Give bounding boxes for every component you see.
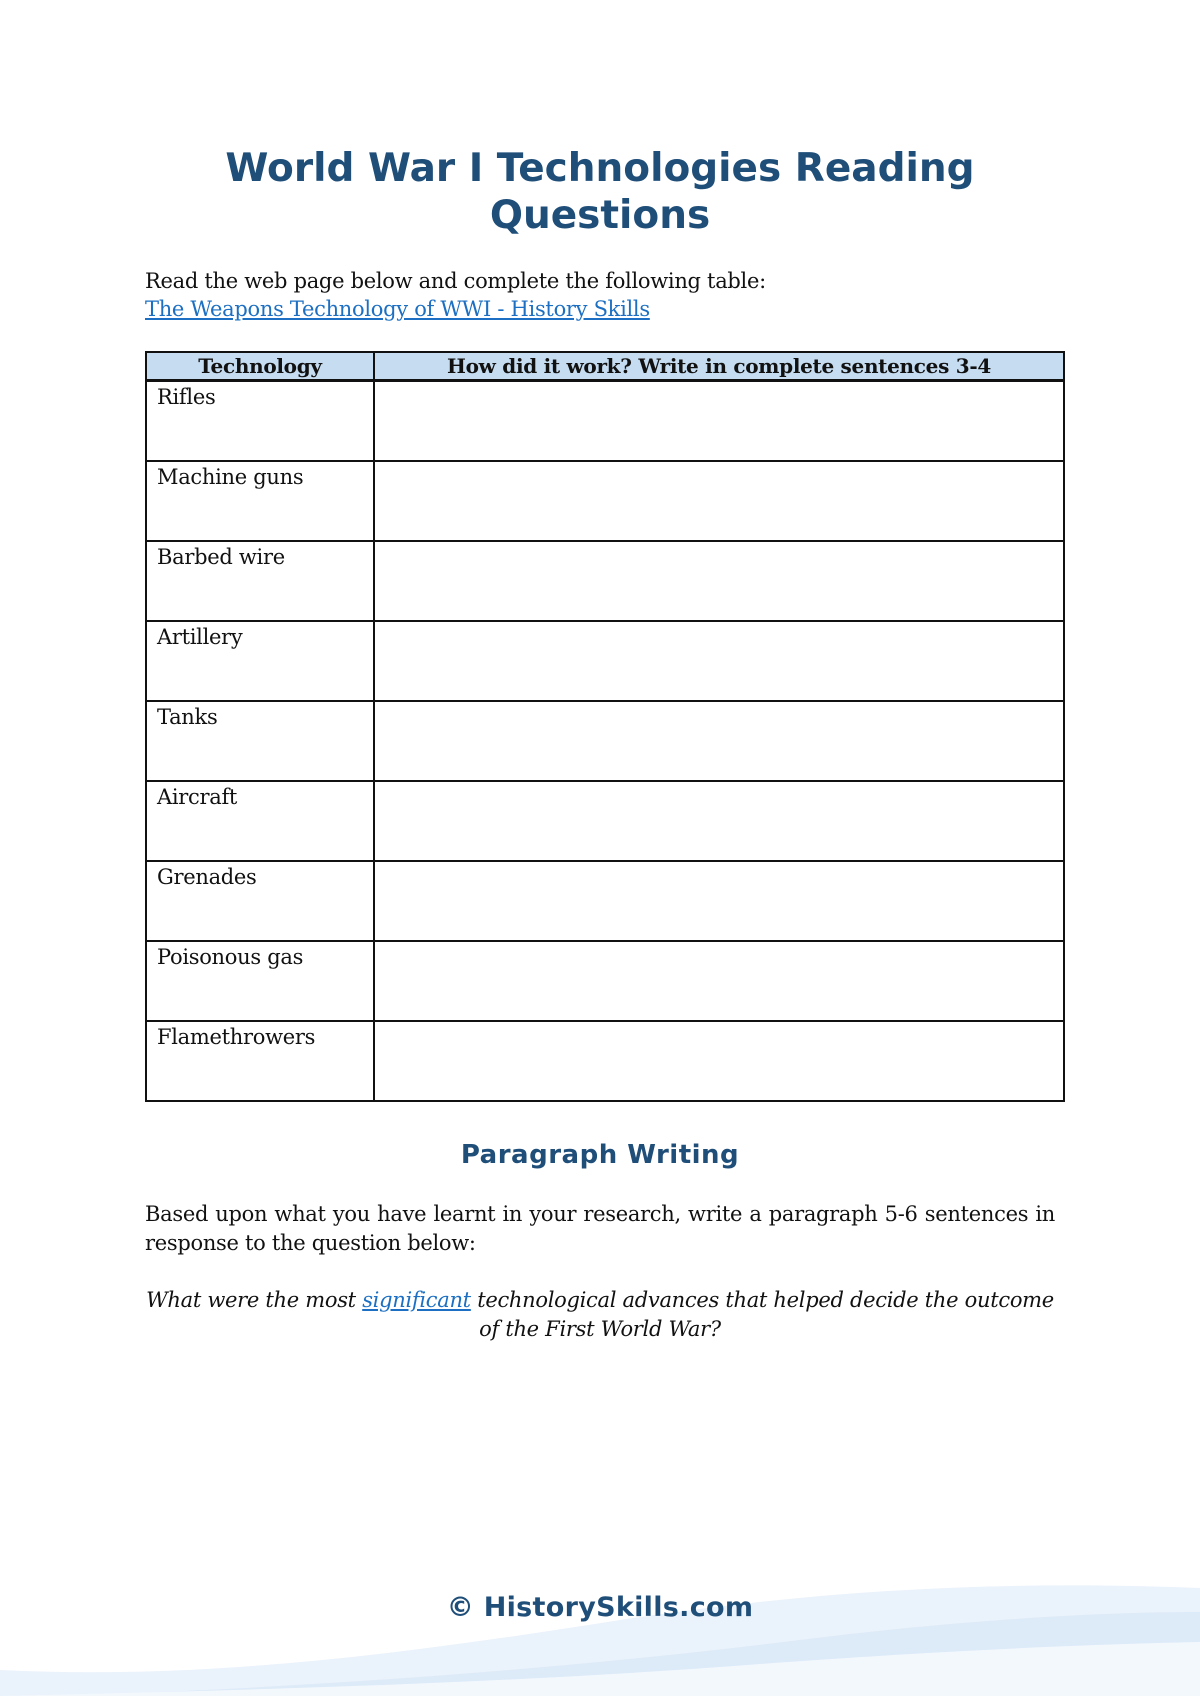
table-row: [146, 941, 1064, 1021]
question-text-end: technological advances that helped decide the outcome of the First World War?: [470, 1288, 1054, 1341]
column-header-technology: Technology: [146, 352, 374, 381]
technology-table: [145, 351, 1065, 1102]
technology-cell: Aircraft: [146, 781, 374, 861]
answer-cell[interactable]: [374, 541, 1064, 621]
answer-cell[interactable]: [374, 621, 1064, 701]
intro-text: Read the web page below and complete the following table:: [145, 269, 766, 293]
table-row: [146, 701, 1064, 781]
technology-cell: Flamethrowers: [146, 1021, 374, 1101]
answer-cell[interactable]: [374, 381, 1064, 462]
table-row: [146, 621, 1064, 701]
weapons-technology-link[interactable]: The Weapons Technology of WWI - History Skills: [145, 297, 650, 321]
answer-cell[interactable]: [374, 941, 1064, 1021]
intro: [145, 267, 1065, 323]
table-row: [146, 861, 1064, 941]
column-header-how-did-it-work: How did it work? Write in complete sentences 3-4: [374, 352, 1064, 381]
significant-link[interactable]: significant: [362, 1288, 471, 1312]
footer-wave-decoration: [0, 1560, 1200, 1696]
answer-cell[interactable]: [374, 781, 1064, 861]
technology-cell: Grenades: [146, 861, 374, 941]
footer-copyright: © HistorySkills.com: [446, 1592, 754, 1623]
technology-cell: Barbed wire: [146, 541, 374, 621]
page-title: [145, 145, 1055, 239]
page-title-line-1: World War I Technologies Reading: [225, 146, 975, 191]
answer-cell[interactable]: [374, 861, 1064, 941]
technology-cell: Tanks: [146, 701, 374, 781]
table-row: [146, 781, 1064, 861]
table-header-row: [146, 352, 1064, 381]
technology-cell: Poisonous gas: [146, 941, 374, 1021]
technology-cell: Rifles: [146, 381, 374, 462]
answer-cell[interactable]: [374, 701, 1064, 781]
essay-question: [145, 1286, 1055, 1344]
table-row: [146, 1021, 1064, 1101]
technology-cell: Artillery: [146, 621, 374, 701]
paragraph-instructions: Based upon what you have learnt in your research, write a paragraph 5-6 sentences in response to the question below:: [145, 1202, 1055, 1255]
paragraph-writing-heading: Paragraph Writing: [460, 1140, 740, 1170]
table-row: [146, 461, 1064, 541]
technology-cell: Machine guns: [146, 461, 374, 541]
answer-cell[interactable]: [374, 461, 1064, 541]
question-text-start: What were the most: [146, 1288, 363, 1312]
answer-cell[interactable]: [374, 1021, 1064, 1101]
table-row: [146, 381, 1064, 462]
table-row: [146, 541, 1064, 621]
page-title-line-2: Questions: [489, 193, 711, 238]
